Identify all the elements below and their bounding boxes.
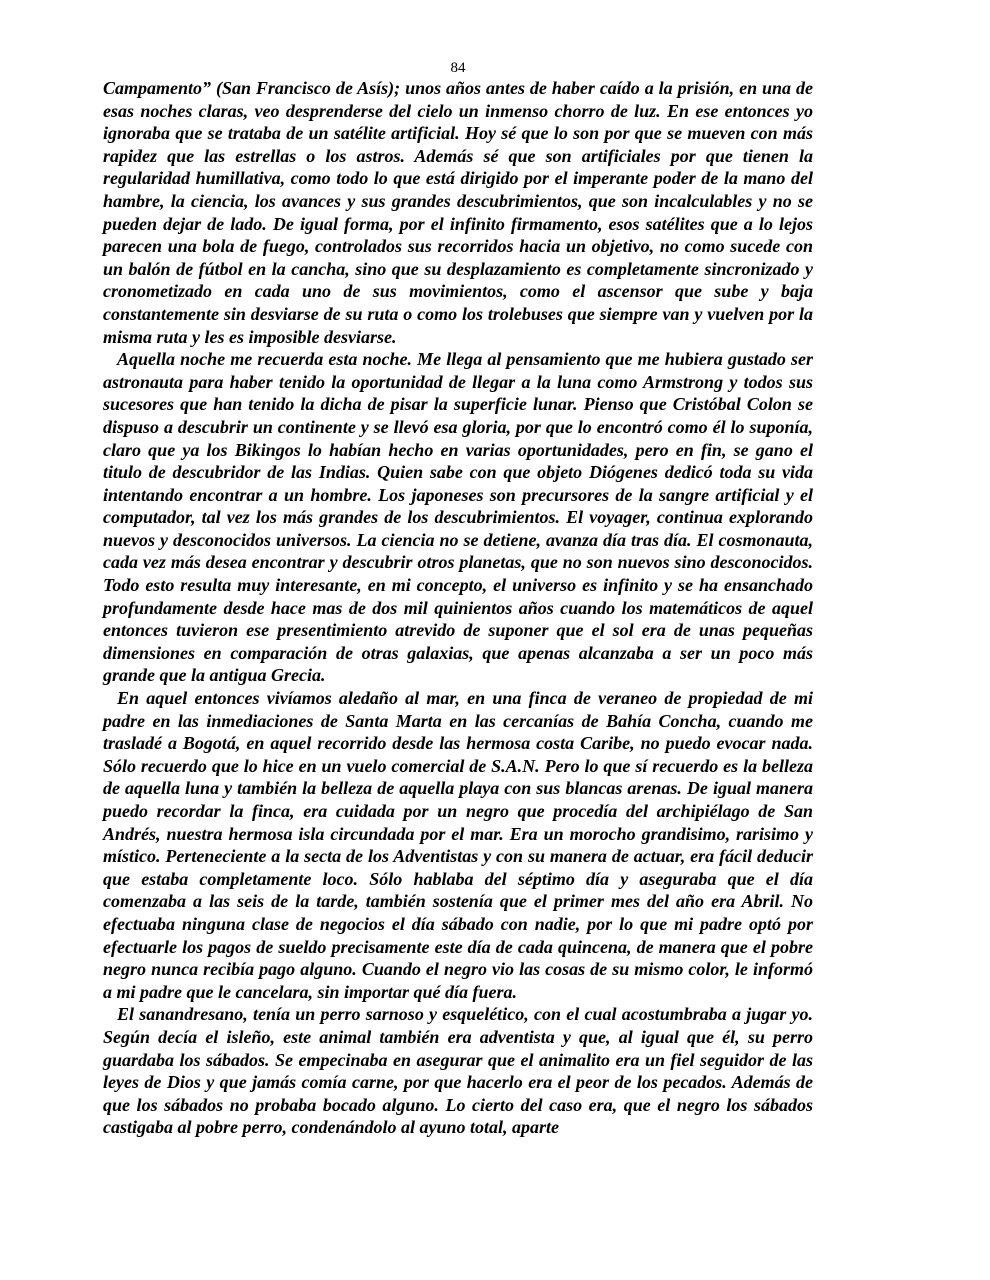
paragraph-4: El sanandresano, tenía un perro sarnoso y esquelético, con el cual acostumbraba a jugar yo. Según decía el isleño, este animal también era adventista y que, al igual que él, su perro guardaba los sábados. Se empecinaba en asegurar que el animalito era un fiel seguidor de las leyes de Dios y que jamás comía carne, por que hacerlo era el peor de los pecados. Además de que los sábados no probaba bocado alguno. Lo cierto del caso era, que el negro los sábados castigaba al pobre perro, condenándolo al ayuno total, aparte xyxy=(103,1004,813,1138)
paragraph-3: En aquel entonces vivíamos aledaño al mar, en una finca de veraneo de propiedad de mi padre en las inmediaciones de Santa Marta en las cercanías de Bahía Concha, cuando me trasladé a Bogotá, en aquel recorrido desde las hermosa costa Caribe, no puedo evocar nada. Sólo recuerdo que lo hice en un vuelo comercial de S.A.N. Pero lo que sí recuerdo es la belleza de aquella luna y también la belleza de aquella playa con sus blancas arenas. De igual manera puedo recordar la finca, era cuidada por un negro que procedía del archipiélago de San Andrés, nuestra hermosa isla circundada por el mar. Era un morocho grandisimo, rarisimo y místico. Perteneciente a la secta de los Adventistas y con su manera de actuar, era fácil deducir que estaba completamente loco. Sólo hablaba del séptimo día y aseguraba que el día comenzaba a las seis de la tarde, también sostenía que el primer mes del año era Abril. No efectuaba ninguna clase de negocios el día sábado con nadie, por lo que mi padre optó por efectuarle los pagos de sueldo precisamente este día de cada quincena, de manera que el pobre negro nunca recibía pago alguno. Cuando el negro vio las cosas de su mismo color, le informó a mi padre que le cancelara, sin importar qué día fuera. xyxy=(103,688,813,1002)
paragraph-2: Aquella noche me recuerda esta noche. Me llega al pensamiento que me hubiera gustado ser astronauta para haber tenido la oportunidad de llegar a la luna como Armstrong y todos sus sucesores que han tenido la dicha de pisar la superficie lunar. Pienso que Cristóbal Colon se dispuso a descubrir un continente y se llevó esa gloria, por que lo encontró como él lo suponía, claro que ya los Bikingos lo habían hecho en varias oportunidades, pero en fin, se gano el titulo de descubridor de las Indias. Quien sabe con que objeto Diógenes dedicó toda su vida intentando encontrar a un hombre. Los japoneses son precursores de la sangre artificial y el computador, tal vez los más grandes de los descubrimientos. El voyager, continua explorando nuevos y desconocidos universos. La ciencia no se detiene, avanza día tras día. El cosmonauta, cada vez más desea encontrar y descubrir otros planetas, que no son nuevos sino desconocidos. Todo esto resulta muy interesante, en mi concepto, el universo es infinito y se ha ensanchado profundamente desde hace mas de dos mil quinientos años cuando los matemáticos de aquel entonces tuvieron ese presentimiento atrevido de suponer que el sol era de unas pequeñas dimensiones en comparación de otras galaxias, que apenas alcanzaba a ser un poco más grande que la antigua Grecia. xyxy=(103,349,813,686)
body-text xyxy=(103,77,813,1139)
paragraph-1: Campamento” (San Francisco de Asís); unos años antes de haber caído a la prisión, en una de esas noches claras, veo desprenderse del cielo un inmenso chorro de luz. En ese entonces yo ignoraba que se trataba de un satélite artificial. Hoy sé que lo son por que se mueven con más rapidez que las estrellas o los astros. Además sé que son artificiales por que tienen la regularidad humillativa, como todo lo que está dirigido por el imperante poder de la mano del hambre, la ciencia, los avances y sus grandes descubrimientos, que son incalculables y no se pueden dejar de lado. De igual forma, por el infinito firmamento, esos satélites que a lo lejos parecen una bola de fuego, controlados sus recorridos hacia un objetivo, no como sucede con un balón de fútbol en la cancha, sino que su desplazamiento es completamente sincronizado y cronometizado en cada uno de sus movimientos, como el ascensor que sube y baja constantemente sin desviarse de su ruta o como los trolebuses que siempre van y vuelven por la misma ruta y les es imposible desviarse. xyxy=(103,78,813,347)
page-number: 84 xyxy=(450,60,466,76)
